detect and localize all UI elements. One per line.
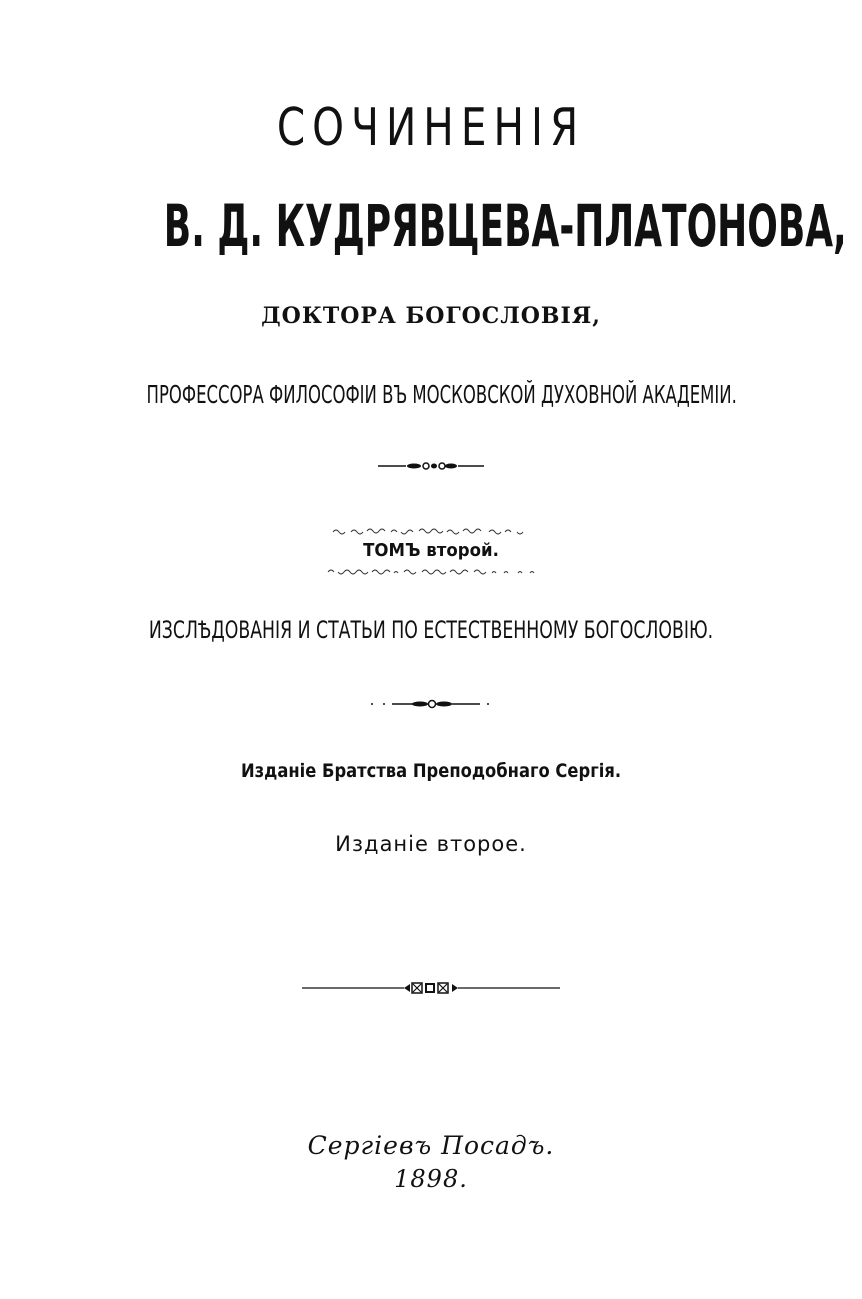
imprint-place: Сергіевъ Посадъ. <box>307 1131 555 1160</box>
author-degree: ДОКТОРА БОГОСЛОВІЯ, <box>261 303 601 329</box>
edition-line: Изданіе второе. <box>335 832 527 856</box>
wavy-rule-bottom <box>0 564 862 582</box>
ornament-divider-top <box>0 459 862 477</box>
author-name: В. Д. КУДРЯВЦЕВА-ПЛАТОНОВА, <box>163 192 847 260</box>
volume-label: ТОМЪ второй. <box>363 540 499 561</box>
collection-title: СОЧИНЕНІЯ <box>276 98 586 158</box>
ornament-divider-middle <box>0 697 862 715</box>
imprint-year: 1898. <box>394 1165 468 1193</box>
volume-subject: ИЗСЛѢДОВАНІЯ И СТАТЬИ ПО ЕСТЕСТВЕННОМУ БОГОСЛОВІЮ. <box>148 616 714 644</box>
publisher-line: Изданіе Братства Преподобнаго Сергія. <box>240 760 622 782</box>
author-position: ПРОФЕССОРА ФИЛОСОФІИ ВЪ МОСКОВСКОЙ ДУХОВНОЙ АКАДЕМІИ. <box>146 380 737 409</box>
ornament-divider-bottom <box>0 980 862 1001</box>
wavy-rule-top <box>0 523 862 541</box>
